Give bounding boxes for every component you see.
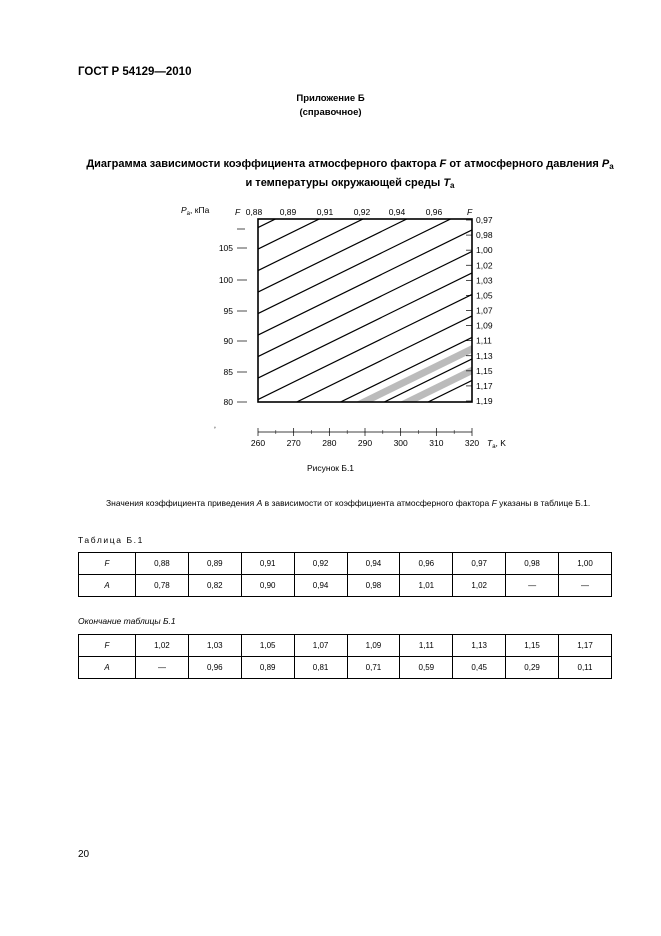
top-axis-label: F bbox=[235, 207, 241, 217]
table-cell: — bbox=[136, 657, 189, 679]
table-cell: 1,11 bbox=[400, 635, 453, 657]
nomogram-diagram bbox=[0, 190, 661, 460]
right-tick-label: 1,00 bbox=[476, 245, 493, 256]
table-row bbox=[79, 575, 612, 597]
table-row-header: F bbox=[79, 553, 136, 575]
table2-label: Окончание таблицы Б.1 bbox=[78, 616, 176, 626]
table-cell: 1,05 bbox=[241, 635, 294, 657]
right-tick-label: 1,17 bbox=[476, 380, 493, 391]
table-cell: 0,89 bbox=[241, 657, 294, 679]
diagram-title-line1: Диаграмма зависимости коэффициента атмосферного фактора F от атмосферного давления $P_a$ bbox=[86, 158, 614, 171]
table-cell: 0,71 bbox=[347, 657, 400, 679]
left-axis bbox=[181, 205, 247, 407]
table1 bbox=[78, 552, 612, 597]
bottom-axis-origin-mark: ʼ bbox=[214, 425, 216, 435]
table-cell: 0,29 bbox=[506, 657, 559, 679]
bottom-tick-label: 300 bbox=[393, 438, 408, 448]
table-cell: 0,89 bbox=[188, 553, 241, 575]
table-row-header: A bbox=[79, 657, 136, 679]
right-tick-label: 1,11 bbox=[476, 335, 492, 346]
bottom-tick-label: 320 bbox=[464, 438, 480, 448]
table-cell: 0,96 bbox=[400, 553, 453, 575]
right-tick-label: 1,15 bbox=[476, 365, 493, 376]
left-tick-label: 80 bbox=[223, 397, 233, 407]
bottom-tick-label: 290 bbox=[357, 438, 373, 448]
table-cell: 1,17 bbox=[559, 635, 612, 657]
bottom-tick-label: 260 bbox=[250, 438, 266, 448]
bottom-axis bbox=[214, 425, 506, 450]
table-cell: 0,98 bbox=[347, 575, 400, 597]
bottom-axis-label: $T_a$, K bbox=[487, 438, 506, 450]
document-header: ГОСТ Р 54129—2010 bbox=[78, 66, 192, 78]
right-tick-label: 1,09 bbox=[476, 320, 493, 331]
table-cell: 0,81 bbox=[294, 657, 347, 679]
table-cell: 0,90 bbox=[241, 575, 294, 597]
table-cell: 1,02 bbox=[136, 635, 189, 657]
left-tick-label: 105 bbox=[218, 243, 233, 253]
bottom-tick-label: 280 bbox=[322, 438, 337, 448]
left-axis-label: $P_a$, кПа bbox=[181, 205, 210, 217]
diagonal-line bbox=[253, 190, 477, 252]
table-cell: 1,00 bbox=[559, 553, 612, 575]
diagram-title-line2: и температуры окружающей среды $T_a$ bbox=[245, 177, 455, 190]
top-tick-label: 0,92 bbox=[353, 207, 371, 217]
top-tick-label: 0,89 bbox=[279, 207, 297, 217]
right-tick-label: 1,02 bbox=[476, 260, 493, 271]
top-tick-label: 0,91 bbox=[316, 207, 334, 217]
table-cell: 1,03 bbox=[188, 635, 241, 657]
diagonal-line bbox=[253, 249, 477, 359]
bottom-tick-label: 270 bbox=[286, 438, 301, 448]
table-cell: 1,15 bbox=[506, 635, 559, 657]
table-cell: 1,09 bbox=[347, 635, 400, 657]
left-tick-label: 100 bbox=[218, 275, 233, 285]
table-cell: — bbox=[559, 575, 612, 597]
right-tick-label: 1,13 bbox=[476, 350, 493, 361]
table-cell: 1,02 bbox=[453, 575, 506, 597]
table2 bbox=[78, 634, 612, 679]
table-cell: 0,88 bbox=[136, 553, 189, 575]
table-row bbox=[79, 553, 612, 575]
right-tick-label: 0,97 bbox=[476, 215, 493, 225]
table-cell: 0,82 bbox=[188, 575, 241, 597]
left-tick-label: 85 bbox=[223, 367, 233, 377]
table1-label: Таблица Б.1 bbox=[78, 535, 144, 545]
table-row-header: A bbox=[79, 575, 136, 597]
right-tick-label: 0,98 bbox=[476, 230, 493, 241]
table-cell: 0,94 bbox=[347, 553, 400, 575]
top-tick-label: 0,88 bbox=[245, 207, 263, 217]
top-tick-label: 0,94 bbox=[388, 207, 406, 217]
left-tick-label: 95 bbox=[223, 306, 233, 316]
annex-type: (справочное) bbox=[299, 107, 362, 118]
table-row bbox=[79, 657, 612, 679]
table-row-header: F bbox=[79, 635, 136, 657]
table-cell: — bbox=[506, 575, 559, 597]
top-axis bbox=[235, 207, 473, 217]
table-cell: 0,92 bbox=[294, 553, 347, 575]
diagonal-line bbox=[253, 228, 477, 338]
table-cell: 0,98 bbox=[506, 553, 559, 575]
bottom-tick-label: 310 bbox=[429, 438, 444, 448]
right-tick-label: 1,19 bbox=[476, 396, 493, 406]
annex-title: Приложение Б bbox=[296, 93, 365, 104]
figure-caption: Рисунок Б.1 bbox=[306, 463, 355, 473]
page-number: 20 bbox=[78, 849, 90, 860]
table-cell: 1,07 bbox=[294, 635, 347, 657]
top-tick-label: 0,96 bbox=[425, 207, 443, 217]
right-tick-label: 1,03 bbox=[476, 275, 493, 286]
right-tick-label: 1,05 bbox=[476, 290, 493, 301]
diagonal-line bbox=[253, 206, 477, 316]
diagonal-line bbox=[253, 314, 477, 424]
table-cell: 0,11 bbox=[559, 657, 612, 679]
diagram-title bbox=[70, 156, 630, 194]
table-cell: 0,91 bbox=[241, 553, 294, 575]
body-paragraph: Значения коэффициента приведения A в зависимости от коэффициента атмосферного фактора F указаны в таблице Б.1. bbox=[106, 498, 591, 508]
top-axis-end-label: F bbox=[467, 207, 473, 217]
table-cell: 1,13 bbox=[453, 635, 506, 657]
table-cell: 0,45 bbox=[453, 657, 506, 679]
table-row bbox=[79, 635, 612, 657]
table-cell: 0,97 bbox=[453, 553, 506, 575]
right-axis bbox=[466, 215, 493, 406]
table-cell: 1,01 bbox=[400, 575, 453, 597]
left-tick-label: 90 bbox=[223, 336, 233, 346]
diagonal-lines bbox=[250, 190, 480, 460]
table-cell: 0,59 bbox=[400, 657, 453, 679]
diagonal-line bbox=[253, 190, 477, 295]
table-cell: 0,78 bbox=[136, 575, 189, 597]
table-cell: 0,94 bbox=[294, 575, 347, 597]
right-tick-label: 1,07 bbox=[476, 305, 493, 316]
table-cell: 0,96 bbox=[188, 657, 241, 679]
